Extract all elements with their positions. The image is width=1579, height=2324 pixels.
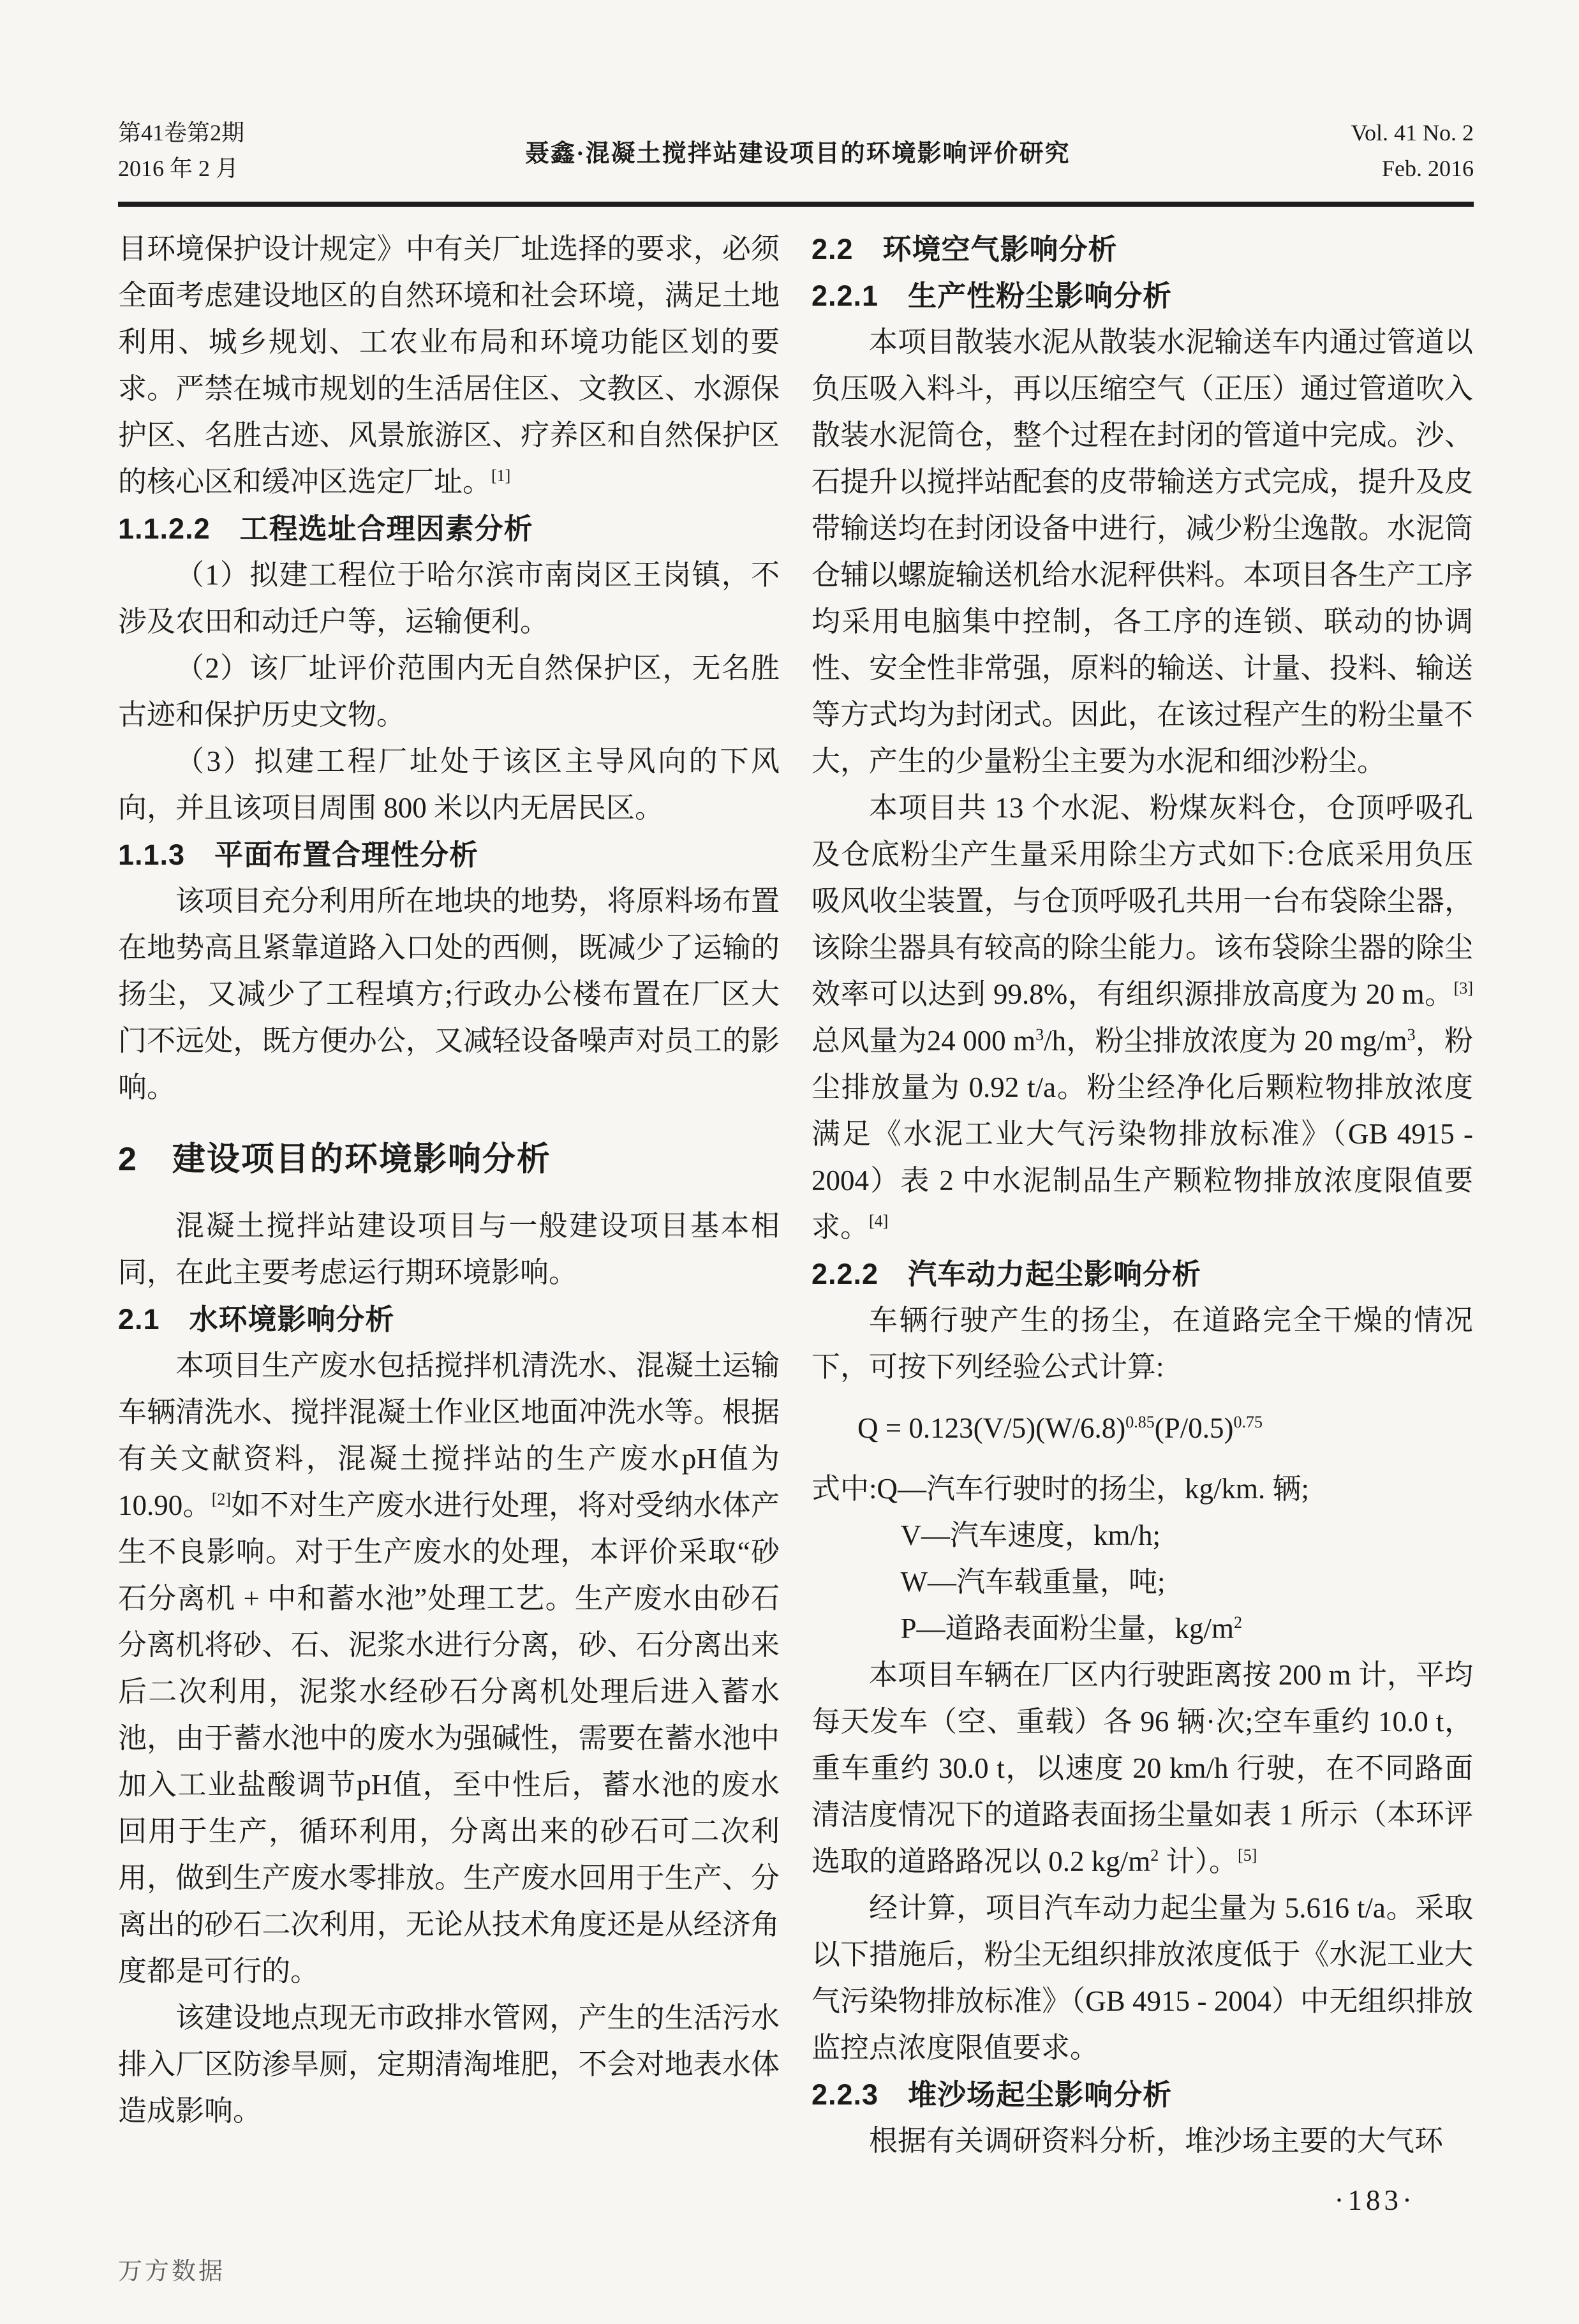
- definition-w: [812, 1559, 1473, 1605]
- text-run: ，粉尘排放量为 0.92 t/a。粉尘经净化后颗粒物排放浓度满足《水泥工业大气污染物排放标准》（GB 4915 - 2004）表 2 中水泥制品生产颗粒物排放浓度限值要求。: [812, 1025, 1473, 1243]
- text-run: （2）该厂址评价范围内无自然保护区，无名胜古迹和保护历史文物。: [118, 652, 780, 731]
- two-column-body: [118, 226, 1474, 2224]
- text-run: （3）拟建工程厂址处于该区主导风向的下风向，并且该项目周围 800 米以内无居民区。: [118, 745, 780, 824]
- text-run: 1.1.3 平面布置合理性分析: [118, 838, 479, 871]
- paragraph-vehicle-dust-result: [812, 1885, 1473, 2071]
- right-column: [812, 226, 1473, 2224]
- text-run: 经计算，项目汽车动力起尘量为 5.616 t/a。采取以下措施后，粉尘无组织排放浓度低于《水泥工业大气污染物排放标准》（GB 4915 - 2004）中无组织排放监控点浓度限值要求。: [812, 1892, 1473, 2064]
- definition-p: [812, 1605, 1473, 1652]
- paragraph-site-factor-3: [118, 738, 780, 831]
- superscript-ref: [1]: [491, 466, 511, 485]
- text-run: 该项目充分利用所在地块的地势，将原料场布置在地势高且紧靠道路入口处的西侧，既减少了运输的扬尘，又减少了工程填方;行政办公楼布置在厂区大门不远处，既方便办公，又减轻设备噪声对员工的影响。: [118, 885, 780, 1103]
- text-run: 车辆行驶产生的扬尘，在道路完全干燥的情况下，可按下列经验公式计算:: [812, 1304, 1473, 1383]
- left-column: [118, 226, 780, 2224]
- heading-1-1-2-2: [118, 505, 780, 552]
- text-run: 计）。: [1159, 1845, 1238, 1877]
- superscript-ref: 0.85: [1125, 1413, 1155, 1431]
- text-run: 2.2.2 汽车动力起尘影响分析: [812, 1258, 1202, 1290]
- superscript-ref: 2: [1234, 1613, 1243, 1632]
- paragraph-site-factor-1: [118, 552, 780, 645]
- text-run: 2.1 水环境影响分析: [118, 1303, 395, 1336]
- paragraph-vehicle-parameters: [812, 1652, 1473, 1885]
- page-number: [812, 2177, 1473, 2224]
- paragraph-wastewater-treatment: [118, 1343, 780, 1995]
- paragraph-silo-dust-removal: [812, 785, 1473, 1251]
- paragraph-sand-yard-dust: [812, 2118, 1473, 2164]
- heading-2-2-2: [812, 1251, 1473, 1297]
- paragraph-vehicle-dust-intro: [812, 1297, 1473, 1390]
- text-run: /h，粉尘排放浓度为 20 mg/m: [1044, 1025, 1407, 1057]
- text-run: (P/0.5): [1154, 1412, 1234, 1444]
- superscript-ref: 3: [1407, 1025, 1416, 1044]
- heading-1-1-3: [118, 831, 780, 878]
- text-run: 本项目车辆在厂区内行驶距离按 200 m 计，平均每天发车（空、重载）各 96 辆·次;空车重约 10.0 t，重车重约 30.0 t，以速度 20 km/h 行驶，在不同路面清洁度情况下的道路表面扬尘量如表 1 所示（本环评选取的道路路况以 0.2 kg/m: [812, 1659, 1473, 1877]
- text-run: W—汽车载重量，吨;: [900, 1566, 1166, 1598]
- text-run: 2.2 环境空气影响分析: [812, 233, 1118, 265]
- text-run: Q = 0.123(V/5)(W/6.8): [857, 1412, 1126, 1444]
- text-run: 本项目共 13 个水泥、粉煤灰料仓，仓顶呼吸孔及仓底粉尘产生量采用除尘方式如下:仓底采用负压吸风收尘装置，与仓顶呼吸孔共用一台布袋除尘器，该除尘器具有较高的除尘能力。该布袋除尘器的除尘效率可以达到 99.8%，有组织源排放高度为 20 m。: [812, 792, 1473, 1010]
- text-run: 2.2.1 生产性粉尘影响分析: [812, 279, 1173, 312]
- header-volume-issue-en: [1351, 115, 1474, 186]
- superscript-ref: 3: [1035, 1025, 1044, 1044]
- header-volume-line-en: Vol. 41 No. 2: [1351, 120, 1474, 145]
- paragraph-site-selection-requirements: [118, 226, 780, 505]
- definition-q: [812, 1466, 1473, 1512]
- text-run: 2.2.3 堆沙场起尘影响分析: [812, 2078, 1173, 2111]
- text-run: （1）拟建工程位于哈尔滨市南岗区王岗镇，不涉及农田和动迁户等，运输便利。: [118, 559, 780, 637]
- text-run: 根据有关调研资料分析，堆沙场主要的大气环: [869, 2125, 1444, 2157]
- superscript-ref: [5]: [1238, 1846, 1257, 1865]
- heading-2-2-1: [812, 272, 1473, 319]
- paragraph-production-dust: [812, 319, 1473, 785]
- wanfang-data-watermark: 万方数据: [118, 2258, 226, 2285]
- text-run: 目环境保护设计规定》中有关厂址选择的要求，必须全面考虑建设地区的自然环境和社会环境，满足土地利用、城乡规划、工农业布局和环境功能区划的要求。严禁在城市规划的生活居住区、文教区、水源保护区、名胜古迹、风景旅游区、疗养区和自然保护区的核心区和缓冲区选定厂址。: [118, 233, 780, 498]
- heading-2-2-3: [812, 2071, 1473, 2118]
- journal-page: [118, 115, 1474, 2224]
- paragraph-site-factor-2: [118, 645, 780, 738]
- section-heading-2: [118, 1139, 780, 1180]
- text-run: 本项目生产废水包括搅拌机清洗水、混凝土运输车辆清洗水、搅拌混凝土作业区地面冲洗水等。根据有关文献资料，混凝土搅拌站的生产废水pH值为 10.90。: [118, 1350, 780, 1521]
- running-title: 聂鑫·混凝土搅拌站建设项目的环境影响评价研究: [524, 140, 1071, 167]
- journal-header: [118, 115, 1474, 207]
- paragraph-layout-rationality: [118, 878, 780, 1111]
- heading-2-2: [812, 226, 1473, 272]
- superscript-ref: [3]: [1453, 979, 1473, 997]
- superscript-ref: [4]: [869, 1212, 889, 1230]
- definition-v: [812, 1512, 1473, 1559]
- superscript-ref: 0.75: [1233, 1413, 1263, 1431]
- text-run: P—道路表面粉尘量，kg/m: [900, 1613, 1234, 1644]
- text-run: 2 建设项目的环境影响分析: [118, 1141, 551, 1178]
- text-run: ·183·: [1334, 2184, 1416, 2216]
- heading-2-1: [118, 1296, 780, 1343]
- formula-dust-emission: [812, 1399, 1473, 1457]
- text-run: 混凝土搅拌站建设项目与一般建设项目基本相同，在此主要考虑运行期环境影响。: [118, 1210, 780, 1288]
- superscript-ref: 2: [1150, 1846, 1159, 1865]
- text-run: 该建设地点现无市政排水管网，产生的生活污水排入厂区防渗旱厕，定期清淘堆肥，不会对地表水体造成影响。: [118, 2002, 780, 2127]
- header-date-line: 2016 年 2 月: [118, 156, 239, 181]
- paragraph-domestic-sewage: [118, 1995, 780, 2134]
- header-date-line-en: Feb. 2016: [1382, 156, 1474, 181]
- header-volume-issue: [118, 115, 244, 186]
- superscript-ref: [2]: [211, 1490, 232, 1508]
- text-run: 总风量为24 000 m: [812, 1025, 1036, 1057]
- text-run: 如不对生产废水进行处理，将对受纳水体产生不良影响。对于生产废水的处理，本评价采取“砂石分离机 + 中和蓄水池”处理工艺。生产废水由砂石分离机将砂、石、泥浆水进行分离，砂、石分离出来后二次利用，泥浆水经砂石分离机处理后进入蓄水池，由于蓄水池中的废水为强碱性，需要在蓄水池中加入工业盐酸调节pH值，至中性后，蓄水池的废水回用于生产，循环利用，分离出来的砂石可二次利用，做到生产废水零排放。生产废水回用于生产、分离出的砂石二次利用，无论从技术角度还是从经济角度都是可行的。: [118, 1489, 780, 1987]
- text-run: 本项目散装水泥从散装水泥输送车内通过管道以负压吸入料斗，再以压缩空气（正压）通过管道吹入散装水泥筒仓，整个过程在封闭的管道中完成。沙、石提升以搅拌站配套的皮带输送方式完成，提升及皮带输送均在封闭设备中进行，减少粉尘逸散。水泥筒仓辅以螺旋输送机给水泥秤供料。本项目各生产工序均采用电脑集中控制，各工序的连锁、联动的协调性、安全性非常强，原料的输送、计量、投料、输送等方式均为封闭式。因此，在该过程产生的粉尘量不大，产生的少量粉尘主要为水泥和细沙粉尘。: [812, 326, 1473, 777]
- paragraph-operation-period: [118, 1203, 780, 1296]
- text-run: 式中:Q—汽车行驶时的扬尘，kg/km. 辆;: [812, 1473, 1310, 1505]
- text-run: V—汽车速度，km/h;: [900, 1519, 1161, 1551]
- header-volume-line: 第41卷第2期: [118, 120, 245, 145]
- text-run: 1.1.2.2 工程选址合理因素分析: [118, 512, 533, 545]
